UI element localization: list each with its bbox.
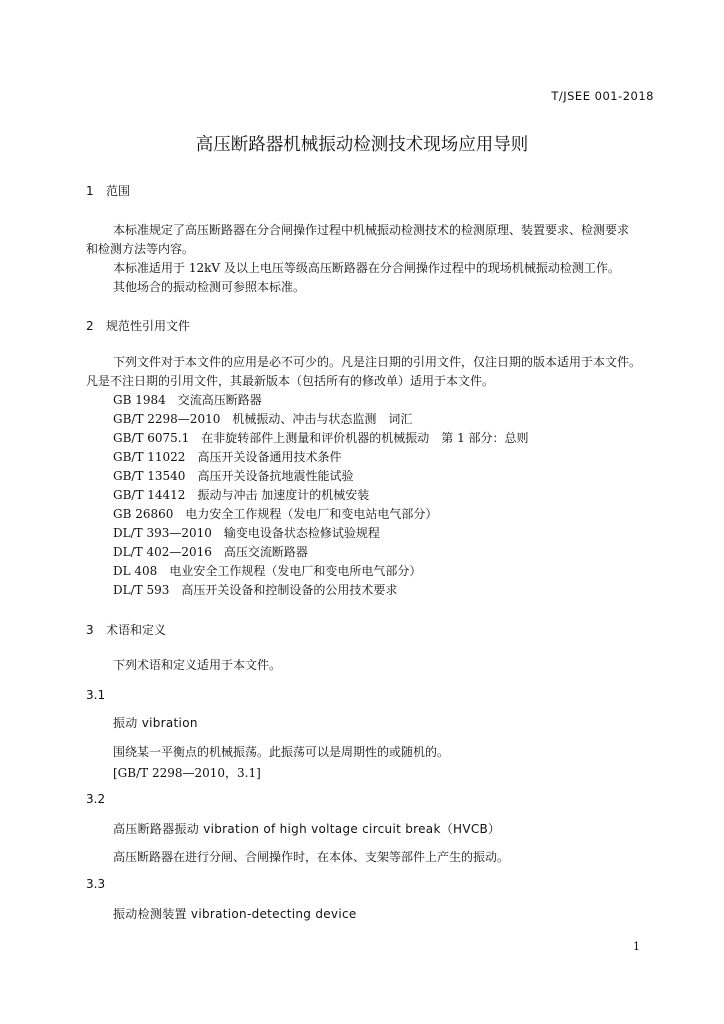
term-source: [GB/T 2298—2010，3.1] [113,766,261,780]
paragraph: 其他场合的振动检测可参照本标准。 [113,280,306,294]
term-heading: 振动检测装置 vibration-detecting device [113,907,357,921]
term-heading: 高压断路器振动 vibration of high voltage circuit break（HVCB） [113,822,501,836]
reference-item [113,391,262,408]
reference-title: 在非旋转部件上测量和评价机器的机械振动 第 1 部分：总则 [201,431,529,445]
reference-title: 机械振动、冲击与状态监测 词汇 [232,412,413,426]
reference-code: GB/T 2298—2010 [113,412,221,426]
reference-item [113,581,397,598]
section-title: 规范性引用文件 [106,319,191,333]
section-3-heading [86,621,166,638]
reference-code: DL/T 402—2016 [113,545,212,559]
paragraph: 和检测方法等内容。 [86,242,195,256]
reference-code: GB/T 11022 [113,450,186,464]
reference-title: 电力安全工作规程（发电厂和变电站电气部分） [185,507,438,521]
reference-title: 输变电设备状态检修试验规程 [223,526,380,540]
term-definition: 围绕某一平衡点的机械振荡。此振荡可以是周期性的或随机的。 [113,745,450,759]
term-heading: 振动 vibration [113,716,198,730]
subclause-number: 3.1 [86,688,106,702]
paragraph: 本标准适用于 12kV 及以上电压等级高压断路器在分合闸操作过程中的现场机械振动检测工作。 [113,261,620,275]
page-number: 1 [633,940,640,953]
reference-title: 高压开关设备抗地震性能试验 [197,469,354,483]
reference-item [113,543,308,560]
reference-title: 交流高压断路器 [177,393,262,407]
reference-title: 电业安全工作规程（发电厂和变电所电气部分） [169,564,422,578]
standard-code: T/JSEE 001-2018 [551,89,654,103]
section-number: 3 [86,623,94,637]
reference-item [113,429,529,446]
section-title: 术语和定义 [106,623,167,637]
section-2-heading [86,317,190,334]
paragraph: 本标准规定了高压断路器在分合闸操作过程中机械振动检测技术的检测原理、装置要求、检测要求 [113,223,630,237]
reference-item [113,486,369,503]
reference-code: GB/T 14412 [113,488,186,502]
document-title: 高压断路器机械振动检测技术现场应用导则 [195,135,529,155]
paragraph: 凡是不注日期的引用文件，其最新版本（包括所有的修改单）适用于本文件。 [86,374,495,388]
reference-title: 振动与冲击 加速度计的机械安装 [197,488,370,502]
reference-code: GB 1984 [113,393,166,407]
reference-item [113,467,353,484]
section-title: 范围 [106,184,131,198]
reference-title: 高压开关设备通用技术条件 [197,450,342,464]
reference-item [113,524,380,541]
reference-item [113,448,341,465]
reference-code: GB/T 13540 [113,469,186,483]
subclause-number: 3.3 [86,877,106,891]
section-number: 2 [86,319,94,333]
reference-title: 高压开关设备和控制设备的公用技术要求 [181,583,398,597]
reference-item [113,562,421,579]
subclause-number: 3.2 [86,792,106,806]
reference-code: GB/T 6075.1 [113,431,190,445]
reference-item [113,410,412,427]
section-1-heading [86,182,130,199]
reference-item [113,505,437,522]
reference-code: GB 26860 [113,507,174,521]
paragraph: 下列文件对于本文件的应用是必不可少的。凡是注日期的引用文件，仅注日期的版本适用于本文件。 [113,355,642,369]
term-definition: 高压断路器在进行分闸、合闸操作时，在本体、支架等部件上产生的振动。 [113,850,510,864]
section-number: 1 [86,184,94,198]
paragraph: 下列术语和定义适用于本文件。 [113,658,282,672]
reference-code: DL 408 [113,564,158,578]
reference-code: DL/T 593 [113,583,170,597]
reference-code: DL/T 393—2010 [113,526,212,540]
reference-title: 高压交流断路器 [223,545,308,559]
